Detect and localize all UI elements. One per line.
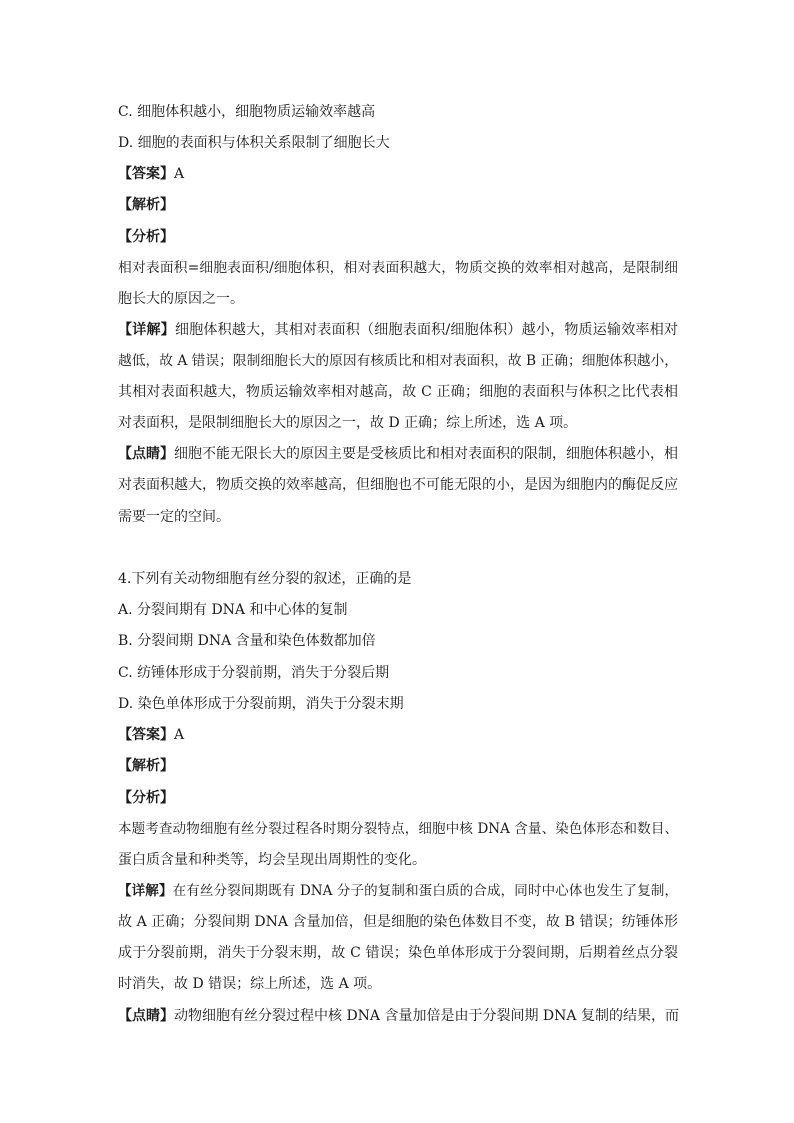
option-d: D. 染色单体形成于分裂前期，消失于分裂末期 [118,696,404,712]
answer-value: A [174,727,185,743]
detail-line: 其相对表面积越大，物质运输效率相对越高，故 C 正确；细胞的表面积与体积之比代表相 [118,384,678,400]
detail-line: 故 A 正确；分裂间期 DNA 含量加倍，但是细胞的染色体数目不变，故 B 错误；纺锤体形 [118,914,678,930]
analysis-line: 本题考查动物细胞有丝分裂过程各时期分裂特点，细胞中核 DNA 含量、染色体形态和数目、 [118,821,678,837]
option-b: B. 分裂间期 DNA 含量和染色体数都加倍 [118,633,376,649]
question-4: 4.下列有关动物细胞有丝分裂的叙述，正确的是 [118,571,412,587]
option-d: D. 细胞的表面积与体积关系限制了细胞长大 [118,135,390,151]
option-c: C. 细胞体积越小，细胞物质运输效率越高 [118,104,376,120]
comment-line: 对表面积越大，物质交换的效率越高，但细胞也不可能无限的小，是因为细胞内的酶促反应 [118,477,678,493]
detail-line [118,320,678,340]
comment-line [118,1006,678,1026]
comment-text: 动物细胞有丝分裂过程中核 DNA 含量加倍是由于分裂间期 DNA 复制的结果，而 [174,1008,679,1024]
analysis-line: 胞长大的原因之一。 [118,291,244,307]
detail-text: 细胞体积越大，其相对表面积（细胞表面积/细胞体积）越小，物质运输效率相对 [174,322,678,338]
comment-tag: 【点睛】 [118,446,174,462]
option-c: C. 纺锤体形成于分裂前期，消失于分裂后期 [118,665,390,681]
detail-line [118,881,678,901]
analysis-line: 蛋白质含量和种类等，均会呈现出周期性的变化。 [118,852,426,868]
fenxi-tag: 【分析】 [118,790,174,806]
detail-line: 成于分裂前期，消失于分裂末期，故 C 错误；染色单体形成于分裂间期，后期着丝点分裂 [118,945,678,961]
comment-text: 细胞不能无限长大的原因主要是受核质比和相对表面积的限制，细胞体积越小，相 [174,446,678,462]
detail-text: 在有丝分裂间期既有 DNA 分子的复制和蛋白质的合成，同时中心体也发生了复制， [172,883,679,899]
detail-tag: 【详解】 [118,322,175,338]
detail-line: 对表面积，是限制细胞长大的原因之一，故 D 正确；综上所述，选 A 项。 [118,415,578,431]
option-a: A. 分裂间期有 DNA 和中心体的复制 [118,602,348,618]
answer-value: A [174,166,185,182]
answer-line [118,725,678,745]
comment-line [118,444,678,464]
detail-tag: 【详解】 [118,883,173,899]
fenxi-tag: 【分析】 [118,229,174,245]
jiexi-tag: 【解析】 [118,758,174,774]
comment-line: 需要一定的空间。 [118,509,230,525]
analysis-line: 相对表面积=细胞表面积/细胞体积，相对表面积越大，物质交换的效率相对越高，是限制细 [118,260,678,276]
answer-line [118,164,678,184]
answer-tag: 【答案】 [118,727,174,743]
jiexi-tag: 【解析】 [118,197,174,213]
answer-tag: 【答案】 [118,166,174,182]
comment-tag: 【点睛】 [118,1008,174,1024]
detail-line: 时消失，故 D 错误；综上所述，选 A 项。 [118,976,382,992]
detail-line: 越低，故 A 错误；限制细胞长大的原因有核质比和相对表面积，故 B 正确；细胞体积越小， [118,353,679,369]
